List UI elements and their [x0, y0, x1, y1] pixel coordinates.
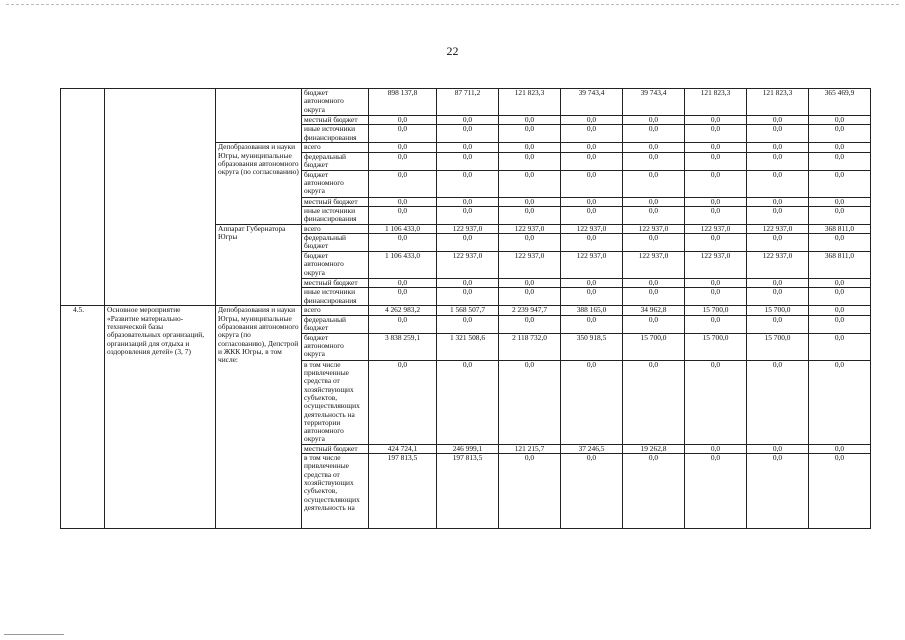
value-cell: 0,0	[623, 288, 685, 306]
value-cell: 39 743,4	[623, 89, 685, 116]
table-body	[61, 89, 871, 529]
value-cell: 0,0	[499, 454, 561, 529]
value-cell: 0,0	[499, 143, 561, 152]
value-cell: 246 999,1	[437, 444, 499, 453]
value-cell: 0,0	[685, 288, 747, 306]
value-cell: 365 469,9	[809, 89, 871, 116]
value-cell: 368 811,0	[809, 252, 871, 279]
value-cell: 37 246,5	[561, 444, 623, 453]
funding-source: бюджет автономного округа	[302, 333, 369, 360]
value-cell: 0,0	[685, 454, 747, 529]
value-cell: 0,0	[809, 197, 871, 206]
value-cell: 424 724,1	[369, 444, 437, 453]
value-cell: 0,0	[561, 360, 623, 444]
value-cell: 0,0	[561, 152, 623, 170]
value-cell: 0,0	[623, 315, 685, 333]
number-cell	[61, 89, 105, 306]
funding-source: иные источники финансирования	[302, 206, 369, 224]
value-cell: 0,0	[623, 143, 685, 152]
value-cell: 0,0	[561, 116, 623, 125]
value-cell: 0,0	[747, 288, 809, 306]
value-cell: 0,0	[369, 315, 437, 333]
value-cell: 19 262,8	[623, 444, 685, 453]
value-cell: 39 743,4	[561, 89, 623, 116]
value-cell: 0,0	[809, 315, 871, 333]
value-cell: 0,0	[809, 125, 871, 143]
executor-cell: Депобразования и науки Югры, муниципальные образования автономного округа (по согласованию)	[216, 143, 302, 225]
funding-source: иные источники финансирования	[302, 288, 369, 306]
value-cell: 122 937,0	[747, 252, 809, 279]
value-cell: 0,0	[437, 197, 499, 206]
value-cell: 0,0	[623, 125, 685, 143]
value-cell: 2 118 732,0	[499, 333, 561, 360]
value-cell: 0,0	[369, 206, 437, 224]
value-cell: 0,0	[437, 116, 499, 125]
value-cell: 0,0	[437, 360, 499, 444]
value-cell: 0,0	[369, 116, 437, 125]
value-cell: 0,0	[685, 197, 747, 206]
value-cell: 0,0	[369, 152, 437, 170]
page-number: 22	[446, 44, 459, 58]
scan-top-edge	[6, 4, 899, 5]
funding-source: местный бюджет	[302, 444, 369, 453]
funding-source: всего	[302, 306, 369, 315]
funding-source: местный бюджет	[302, 116, 369, 125]
value-cell: 0,0	[809, 234, 871, 252]
value-cell: 0,0	[561, 288, 623, 306]
value-cell: 0,0	[747, 197, 809, 206]
value-cell: 0,0	[685, 315, 747, 333]
value-cell: 1 106 433,0	[369, 224, 437, 233]
value-cell: 0,0	[437, 288, 499, 306]
funding-source: федеральный бюджет	[302, 234, 369, 252]
value-cell: 0,0	[499, 206, 561, 224]
value-cell: 3 838 259,1	[369, 333, 437, 360]
value-cell: 0,0	[437, 143, 499, 152]
value-cell: 0,0	[747, 125, 809, 143]
value-cell: 0,0	[623, 234, 685, 252]
value-cell: 0,0	[809, 306, 871, 315]
value-cell: 0,0	[809, 116, 871, 125]
value-cell: 898 137,8	[369, 89, 437, 116]
value-cell: 0,0	[685, 444, 747, 453]
value-cell: 0,0	[437, 234, 499, 252]
value-cell: 0,0	[369, 234, 437, 252]
value-cell: 0,0	[499, 234, 561, 252]
value-cell: 122 937,0	[623, 224, 685, 233]
value-cell: 0,0	[685, 116, 747, 125]
value-cell: 0,0	[437, 152, 499, 170]
value-cell: 0,0	[437, 170, 499, 197]
budget-table	[60, 88, 871, 529]
value-cell: 0,0	[561, 234, 623, 252]
value-cell: 0,0	[685, 279, 747, 288]
value-cell: 122 937,0	[685, 224, 747, 233]
value-cell: 0,0	[747, 444, 809, 453]
value-cell: 0,0	[623, 152, 685, 170]
value-cell: 122 937,0	[437, 252, 499, 279]
value-cell: 0,0	[499, 315, 561, 333]
value-cell: 121 823,3	[499, 89, 561, 116]
value-cell: 2 239 947,7	[499, 306, 561, 315]
executor-cell	[216, 89, 302, 143]
value-cell: 0,0	[623, 279, 685, 288]
value-cell: 0,0	[685, 170, 747, 197]
funding-source: местный бюджет	[302, 197, 369, 206]
value-cell: 0,0	[685, 234, 747, 252]
funding-source: бюджет автономного округа	[302, 89, 369, 116]
executor-cell: Аппарат Губернатора Югры	[216, 224, 302, 306]
value-cell: 0,0	[809, 444, 871, 453]
value-cell: 0,0	[747, 360, 809, 444]
funding-source: в том числе привлеченные средства от хозяйствующих субъектов, осуществляющих деятельность на	[302, 454, 369, 529]
funding-source: всего	[302, 224, 369, 233]
value-cell: 0,0	[747, 315, 809, 333]
value-cell: 0,0	[561, 125, 623, 143]
value-cell: 0,0	[561, 170, 623, 197]
value-cell: 0,0	[369, 143, 437, 152]
value-cell: 0,0	[561, 454, 623, 529]
value-cell: 0,0	[437, 315, 499, 333]
value-cell: 0,0	[369, 197, 437, 206]
value-cell: 350 918,5	[561, 333, 623, 360]
value-cell: 122 937,0	[623, 252, 685, 279]
table-row	[61, 306, 871, 315]
value-cell: 122 937,0	[561, 224, 623, 233]
value-cell: 0,0	[747, 116, 809, 125]
value-cell: 0,0	[809, 143, 871, 152]
value-cell: 0,0	[685, 152, 747, 170]
funding-source: федеральный бюджет	[302, 315, 369, 333]
value-cell: 0,0	[437, 279, 499, 288]
value-cell: 121 215,7	[499, 444, 561, 453]
value-cell: 0,0	[561, 315, 623, 333]
number-cell: 4.5.	[61, 306, 105, 529]
value-cell: 0,0	[623, 360, 685, 444]
value-cell: 0,0	[809, 170, 871, 197]
value-cell: 15 700,0	[747, 306, 809, 315]
funding-source: бюджет автономного округа	[302, 252, 369, 279]
value-cell: 0,0	[685, 143, 747, 152]
value-cell: 0,0	[809, 333, 871, 360]
value-cell: 15 700,0	[747, 333, 809, 360]
value-cell: 0,0	[369, 279, 437, 288]
value-cell: 15 700,0	[685, 333, 747, 360]
value-cell: 0,0	[499, 360, 561, 444]
value-cell: 0,0	[623, 197, 685, 206]
value-cell: 368 811,0	[809, 224, 871, 233]
value-cell: 0,0	[747, 152, 809, 170]
value-cell: 0,0	[561, 143, 623, 152]
value-cell: 0,0	[809, 288, 871, 306]
value-cell: 87 711,2	[437, 89, 499, 116]
value-cell: 388 165,0	[561, 306, 623, 315]
value-cell: 0,0	[623, 170, 685, 197]
value-cell: 0,0	[499, 197, 561, 206]
value-cell: 0,0	[437, 125, 499, 143]
value-cell: 15 700,0	[685, 306, 747, 315]
value-cell: 0,0	[499, 152, 561, 170]
value-cell: 34 962,8	[623, 306, 685, 315]
measure-cell	[105, 89, 216, 306]
value-cell: 0,0	[369, 288, 437, 306]
value-cell: 1 106 433,0	[369, 252, 437, 279]
value-cell: 0,0	[369, 170, 437, 197]
scan-bottom-mark	[4, 634, 64, 635]
value-cell: 0,0	[499, 279, 561, 288]
value-cell: 15 700,0	[623, 333, 685, 360]
funding-source: в том числе привлеченные средства от хозяйствующих субъектов, осуществляющих деятельность на территории автономного округа	[302, 360, 369, 444]
value-cell: 0,0	[561, 279, 623, 288]
value-cell: 0,0	[499, 116, 561, 125]
funding-source: иные источники финансирования	[302, 125, 369, 143]
funding-source: всего	[302, 143, 369, 152]
value-cell: 0,0	[623, 454, 685, 529]
value-cell: 122 937,0	[747, 224, 809, 233]
value-cell: 0,0	[685, 360, 747, 444]
value-cell: 0,0	[747, 206, 809, 224]
value-cell: 0,0	[747, 279, 809, 288]
value-cell: 121 823,3	[747, 89, 809, 116]
value-cell: 0,0	[809, 206, 871, 224]
value-cell: 0,0	[369, 360, 437, 444]
value-cell: 0,0	[499, 170, 561, 197]
value-cell: 121 823,3	[685, 89, 747, 116]
value-cell: 122 937,0	[437, 224, 499, 233]
value-cell: 0,0	[685, 125, 747, 143]
value-cell: 0,0	[809, 360, 871, 444]
funding-source: местный бюджет	[302, 279, 369, 288]
value-cell: 1 568 507,7	[437, 306, 499, 315]
executor-cell: Депобразования и науки Югры, муниципальные образования автономного округа (по согласованию), Депстрой и ЖКК Югры, в том числе:	[216, 306, 302, 529]
value-cell: 197 813,5	[437, 454, 499, 529]
value-cell: 0,0	[561, 197, 623, 206]
value-cell: 122 937,0	[685, 252, 747, 279]
value-cell: 122 937,0	[499, 224, 561, 233]
value-cell: 0,0	[369, 125, 437, 143]
value-cell: 0,0	[499, 125, 561, 143]
value-cell: 0,0	[623, 206, 685, 224]
value-cell: 0,0	[685, 206, 747, 224]
value-cell: 0,0	[747, 143, 809, 152]
value-cell: 197 813,5	[369, 454, 437, 529]
value-cell: 0,0	[499, 288, 561, 306]
measure-cell: Основное мероприятие «Развитие материально-технической базы образовательных организаций, организаций для отдыха и оздоровления детей» (3, 7)	[105, 306, 216, 529]
value-cell: 0,0	[747, 170, 809, 197]
funding-source: федеральный бюджет	[302, 152, 369, 170]
value-cell: 0,0	[809, 279, 871, 288]
funding-source: бюджет автономного округа	[302, 170, 369, 197]
value-cell: 1 321 508,6	[437, 333, 499, 360]
value-cell: 122 937,0	[561, 252, 623, 279]
value-cell: 0,0	[623, 116, 685, 125]
table-row	[61, 89, 871, 116]
value-cell: 4 262 983,2	[369, 306, 437, 315]
value-cell: 0,0	[809, 152, 871, 170]
value-cell: 0,0	[437, 206, 499, 224]
value-cell: 0,0	[561, 206, 623, 224]
value-cell: 0,0	[747, 454, 809, 529]
value-cell: 0,0	[747, 234, 809, 252]
value-cell: 0,0	[809, 454, 871, 529]
value-cell: 122 937,0	[499, 252, 561, 279]
